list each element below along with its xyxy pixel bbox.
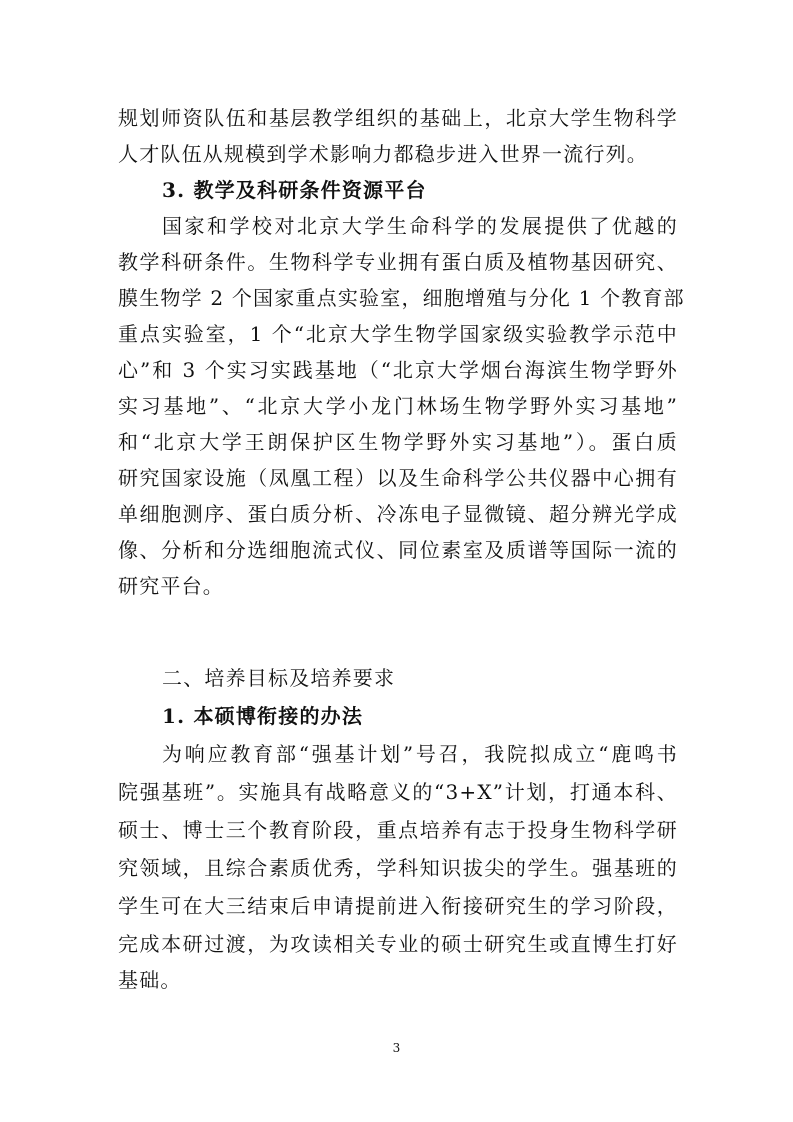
paragraph-line: 究领域，且综合素质优秀，学科知识拔尖的学生。强基班的 xyxy=(118,856,678,880)
paragraph-line: 学生可在大三结束后申请提前进入衔接研究生的学习阶段， xyxy=(118,894,678,918)
paragraph-line: 国家和学校对北京大学生命科学的发展提供了优越的 xyxy=(162,214,678,238)
section-heading: 3. 教学及科研条件资源平台 xyxy=(162,178,427,202)
paragraph-line: 研究国家设施（凤凰工程）以及生命科学公共仪器中心拥有 xyxy=(118,466,678,490)
paragraph-line: 膜生物学 2 个国家重点实验室，细胞增殖与分化 1 个教育部 xyxy=(118,286,685,310)
paragraph-line: 心”和 3 个实习实践基地（“北京大学烟台海滨生物学野外 xyxy=(118,358,678,382)
paragraph-line: 教学科研条件。生物科学专业拥有蛋白质及植物基因研究、 xyxy=(118,250,678,274)
subsection-heading: 1. 本硕博衔接的办法 xyxy=(162,704,364,728)
paragraph-line: 院强基班”。实施具有战略意义的“3+X”计划，打通本科、 xyxy=(118,780,678,804)
chapter-heading: 二、培养目标及培养要求 xyxy=(162,666,396,690)
paragraph-line: 基础。 xyxy=(118,968,182,992)
paragraph-line: 规划师资队伍和基层教学组织的基础上，北京大学生物科学 xyxy=(118,106,678,130)
paragraph-line: 完成本研过渡，为攻读相关专业的硕士研究生或直博生打好 xyxy=(118,932,678,956)
paragraph-line: 单细胞测序、蛋白质分析、冷冻电子显微镜、超分辨光学成 xyxy=(118,502,678,526)
paragraph-line: 重点实验室，1 个“北京大学生物学国家级实验教学示范中 xyxy=(118,322,678,346)
page-number: 3 xyxy=(392,1041,401,1055)
paragraph-line: 实习基地”、“北京大学小龙门林场生物学野外实习基地” xyxy=(118,394,678,418)
paragraph-line: 硕士、博士三个教育阶段，重点培养有志于投身生物科学研 xyxy=(118,818,678,842)
paragraph-line: 像、分析和分选细胞流式仪、同位素室及质谱等国际一流的 xyxy=(118,538,678,562)
paragraph-line: 和“北京大学王朗保护区生物学野外实习基地”）。蛋白质 xyxy=(118,430,678,454)
paragraph-line: 人才队伍从规模到学术影响力都稳步进入世界一流行列。 xyxy=(118,142,648,166)
paragraph-line: 研究平台。 xyxy=(118,574,224,598)
paragraph-line: 为响应教育部“强基计划”号召，我院拟成立“鹿鸣书 xyxy=(162,742,678,766)
